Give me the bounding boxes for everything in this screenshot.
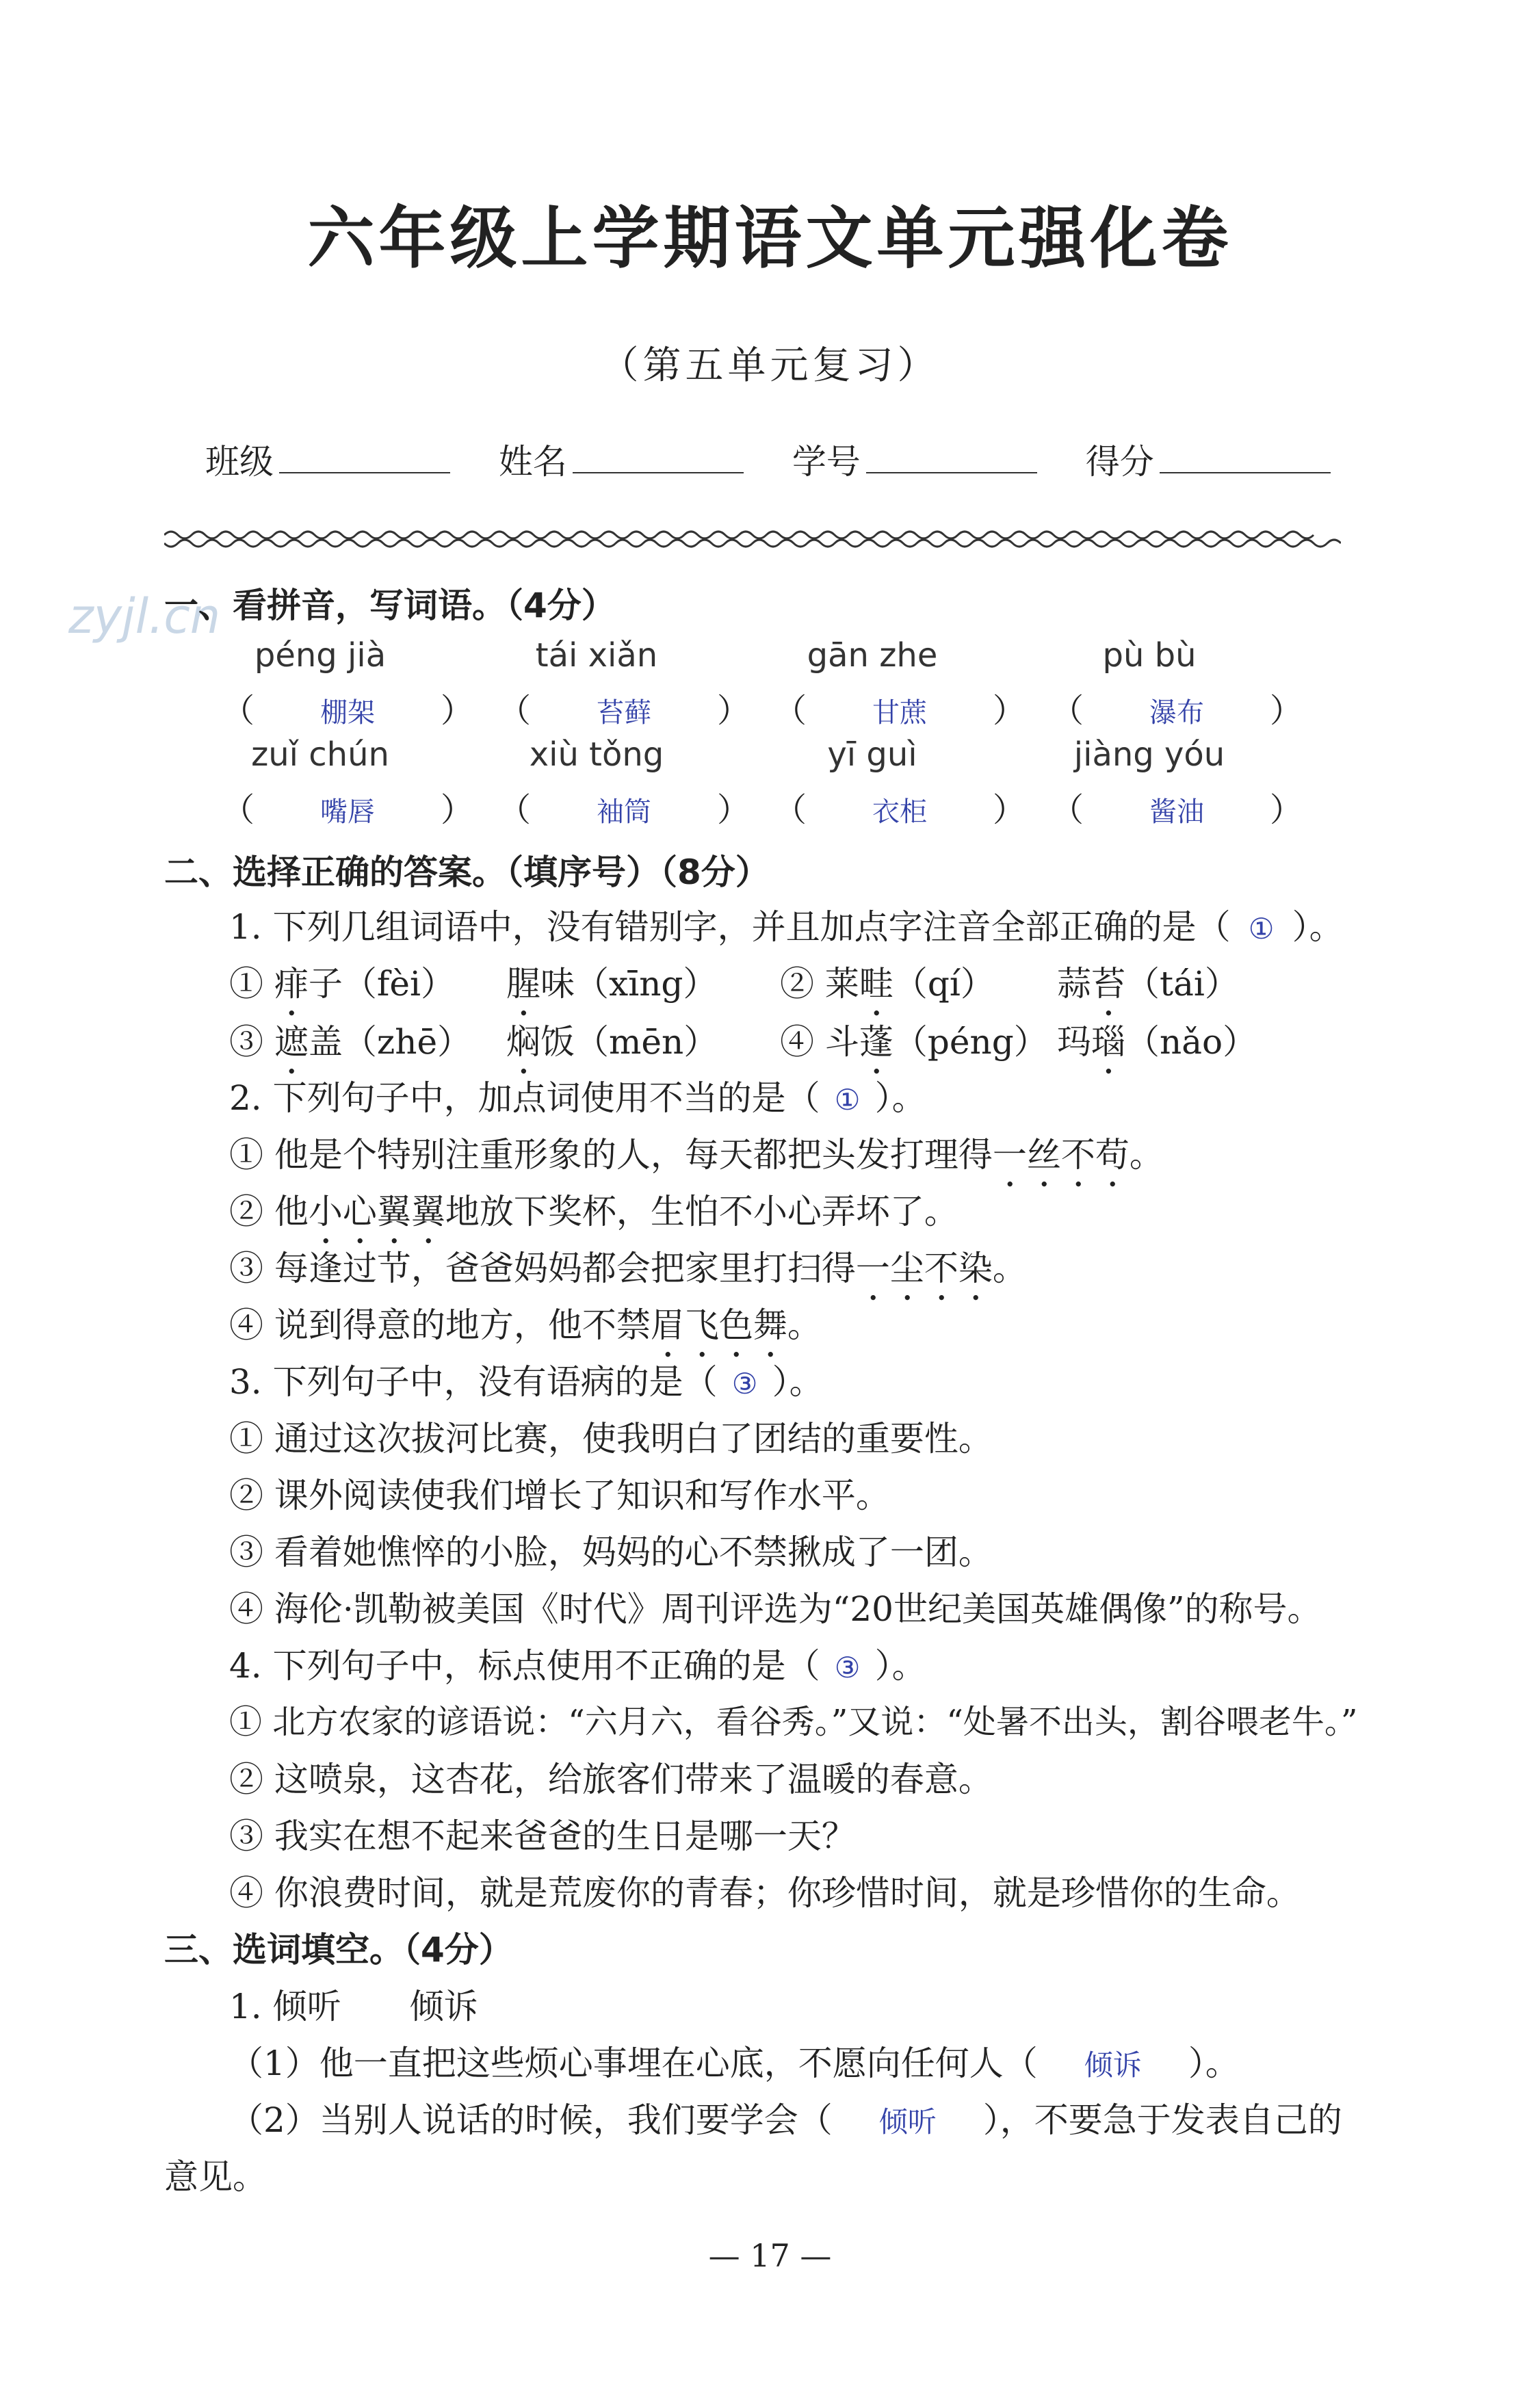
decorative-divider — [164, 527, 1341, 554]
s1-answer: 倾诉 — [1084, 2048, 1142, 2082]
q1-option-3b: 焖饭（mēn） — [506, 1022, 718, 1062]
pinyin-2: tái xiǎn — [535, 636, 658, 675]
answer-text: 酱油 — [1149, 796, 1204, 828]
q4-option-3: ③ 我实在想不起来爸爸的生日是哪一天？ — [229, 1816, 856, 1856]
answer-slot-8: （ 酱油 ） — [1050, 791, 1303, 829]
answer-slot-4: （ 瀑布 ） — [1050, 692, 1303, 730]
answer-slot-1: （ 棚架 ） — [221, 692, 473, 730]
q2-stem: 2. 下列句子中，加点词使用不当的是（ ① ）。 — [229, 1078, 926, 1118]
q4-stem: 4. 下列句子中，标点使用不正确的是（ ③ ）。 — [229, 1646, 926, 1686]
answer-text: 棚架 — [320, 697, 375, 729]
section3-sentence-2-cont: 意见。 — [164, 2157, 267, 2197]
q1-option-4a: ④ 斗蓬（péng） — [780, 1022, 1048, 1062]
section3-word-choices: 1. 倾听 倾诉 — [229, 1987, 478, 2026]
q3-option-2: ② 课外阅读使我们增长了知识和写作水平。 — [229, 1476, 890, 1515]
answer-slot-7: （ 衣柜 ） — [773, 791, 1026, 829]
pinyin-6: xiù tǒng — [529, 735, 664, 774]
pinyin-4: pù bù — [1102, 636, 1197, 675]
class-field: 班级 — [205, 434, 450, 484]
q3-option-1: ① 通过这次拔河比赛，使我明白了团结的重要性。 — [229, 1419, 993, 1459]
pinyin-3: gān zhe — [807, 636, 938, 675]
q1-option-2a: ② 莱畦（qí） — [780, 964, 995, 1004]
q4-option-1: ① 北方农家的谚语说：“六月六，看谷秀。”又说：“处暑不出头，割谷喂老牛。” — [229, 1703, 1358, 1741]
score-field: 得分 — [1086, 434, 1331, 484]
answer-slot-6: （ 袖筒 ） — [497, 791, 750, 829]
q4-option-2: ② 这喷泉，这杏花，给旅客们带来了温暖的春意。 — [229, 1760, 993, 1799]
q4-answer: ③ — [834, 1651, 861, 1684]
q1-option-2b: 蒜苔（tái） — [1057, 964, 1239, 1004]
q1-option-3a: ③ 遮盖（zhē） — [229, 1022, 472, 1062]
pinyin-1: péng jià — [254, 636, 387, 675]
page-title: 六年级上学期语文单元强化卷 — [307, 200, 1233, 278]
answer-text: 瀑布 — [1149, 697, 1204, 729]
pinyin-5: zuǐ chún — [251, 735, 389, 774]
q2-option-4: ④ 说到得意的地方，他不禁眉飞色舞。 — [229, 1305, 822, 1345]
section2-heading: 二、选择正确的答案。（填序号）（8分） — [164, 852, 770, 892]
q1-option-1a: ① 痱子（fèi） — [229, 964, 455, 1004]
pinyin-8: jiàng yóu — [1073, 735, 1225, 774]
student-info-row — [205, 434, 1368, 484]
section1-heading: 一、看拼音，写词语。（4分） — [164, 586, 616, 625]
q3-option-3: ③ 看着她憔悴的小脸，妈妈的心不禁揪成了一团。 — [229, 1532, 993, 1572]
q1-option-1b: 腥味（xīng） — [506, 964, 718, 1004]
answer-slot-3: （ 甘蔗 ） — [773, 692, 1026, 730]
page-number: — 17 — — [708, 2237, 832, 2274]
q1-stem: 1. 下列几组词语中，没有错别字，并且加点字注音全部正确的是（ ① ）。 — [229, 907, 1344, 947]
answer-text: 袖筒 — [597, 796, 651, 828]
q2-option-3: ③ 每逢过节，爸爸妈妈都会把家里打扫得一尘不染。 — [229, 1249, 1027, 1288]
s2-answer: 倾听 — [878, 2105, 937, 2139]
q1-option-4b: 玛瑙（nǎo） — [1057, 1022, 1257, 1062]
page-subtitle: （第五单元复习） — [600, 343, 940, 388]
q3-option-4: ④ 海伦·凯勒被美国《时代》周刊评选为“20世纪美国英雄偶像”的称号。 — [229, 1589, 1322, 1629]
section3-sentence-2: （2）当别人说话的时候，我们要学会（ 倾听 ），不要急于发表自己的 — [229, 2100, 1342, 2140]
section3-sentence-1: （1）他一直把这些烦心事埋在心底，不愿向任何人（ 倾诉 ）。 — [229, 2044, 1240, 2083]
answer-text: 衣柜 — [872, 796, 927, 828]
q1-answer: ① — [1248, 912, 1275, 945]
answer-text: 苔藓 — [597, 697, 651, 729]
name-field: 姓名 — [499, 434, 744, 484]
q4-option-4: ④ 你浪费时间，就是荒废你的青春；你珍惜时间，就是珍惜你的生命。 — [229, 1873, 1301, 1913]
section3-heading: 三、选词填空。（4分） — [164, 1930, 513, 1970]
q3-stem: 3. 下列句子中，没有语病的是（ ③ ）。 — [229, 1362, 824, 1402]
answer-text: 嘴唇 — [320, 796, 375, 828]
q3-answer: ③ — [731, 1367, 758, 1400]
watermark: zyjl.cn — [68, 588, 221, 644]
q2-option-2: ② 他小心翼翼地放下奖杯，生怕不小心弄坏了。 — [229, 1192, 958, 1231]
q2-option-1: ① 他是个特别注重形象的人，每天都把头发打理得一丝不苟。 — [229, 1135, 1164, 1175]
answer-slot-2: （ 苔藓 ） — [497, 692, 750, 730]
answer-text: 甘蔗 — [872, 697, 927, 729]
pinyin-7: yī guì — [827, 735, 917, 774]
number-field: 学号 — [792, 434, 1037, 484]
answer-slot-5: （ 嘴唇 ） — [221, 791, 473, 829]
q2-answer: ① — [834, 1083, 861, 1117]
